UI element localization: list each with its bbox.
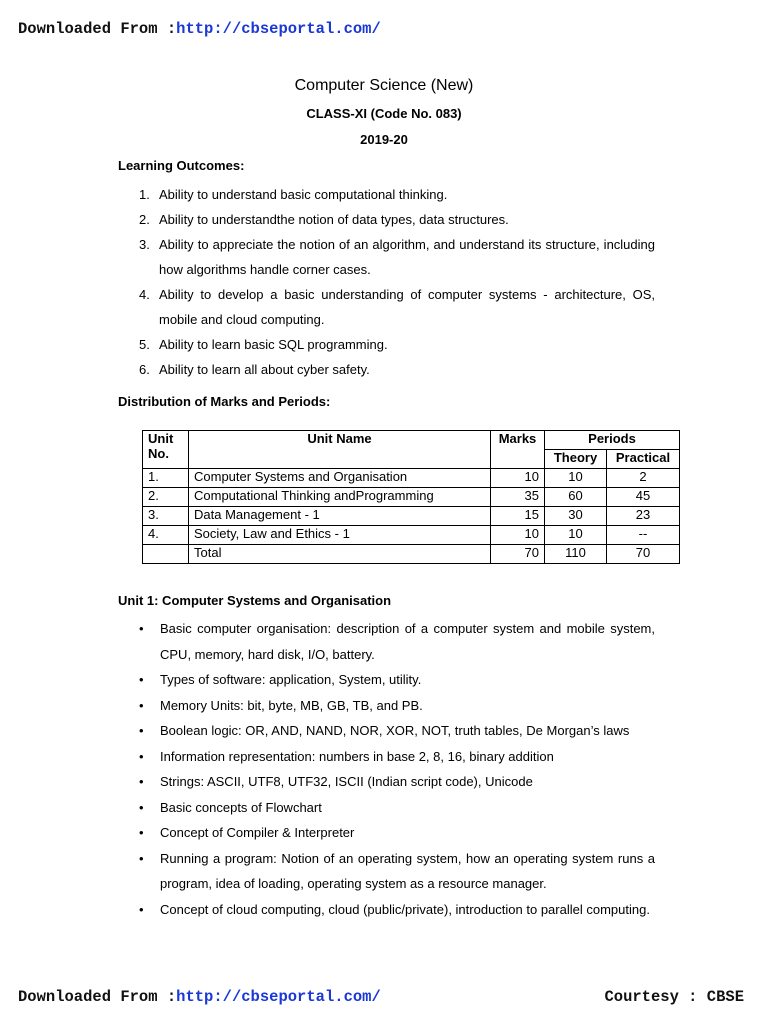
outcome-item: 1. Ability to understand basic computational thinking. — [139, 187, 448, 202]
list-item: • Concept of cloud computing, cloud (public/private), introduction to parallel computing. — [139, 901, 650, 917]
outcome-item: 2. Ability to understandthe notion of data types, data structures. — [139, 212, 509, 227]
table-row: 3. Data Management - 1 15 30 23 — [143, 507, 680, 526]
class-code: CLASS-XI (Code No. 083) — [306, 106, 462, 121]
outcome-item: 4. Ability to develop a basic understanding of computer systems - architecture, OS, mobile and cloud computing. — [139, 287, 655, 327]
download-banner-top — [18, 20, 381, 38]
list-item: • Strings: ASCII, UTF8, UTF32, ISCII (Indian script code), Unicode — [139, 774, 533, 789]
unit1-topic-list — [118, 616, 673, 922]
table-total-row: Total 70 110 70 — [143, 545, 680, 564]
cbseportal-link[interactable]: http://cbseportal.com/ — [176, 20, 381, 38]
learning-outcomes-heading: Learning Outcomes: — [118, 158, 245, 173]
table-row: 4. Society, Law and Ethics - 1 10 10 -- — [143, 526, 680, 545]
header-marks: Marks — [491, 431, 545, 469]
banner-prefix: Downloaded From : — [18, 20, 177, 38]
outcome-item: 6. Ability to learn all about cyber safety. — [139, 362, 370, 377]
header-periods: Periods — [545, 431, 680, 450]
cbseportal-link[interactable]: http://cbseportal.com/ — [176, 988, 381, 1006]
download-banner-bottom — [18, 988, 381, 1006]
list-item: • Types of software: application, System, utility. — [139, 672, 422, 687]
outcome-item: 5. Ability to learn basic SQL programming. — [139, 337, 388, 352]
learning-outcomes-list — [118, 182, 655, 382]
distribution-heading: Distribution of Marks and Periods: — [118, 394, 331, 409]
list-item: • Boolean logic: OR, AND, NAND, NOR, XOR, NOT, truth tables, De Morgan’s laws — [139, 723, 630, 738]
header-theory: Theory — [545, 450, 607, 469]
header-unit-no: Unit No. — [143, 431, 189, 469]
academic-year: 2019-20 — [360, 132, 408, 147]
marks-periods-table — [142, 430, 680, 564]
table-row: 2. Computational Thinking andProgramming 35 60 45 — [143, 488, 680, 507]
list-item: • Information representation: numbers in base 2, 8, 16, binary addition — [139, 748, 554, 764]
table-row: 1. Computer Systems and Organisation 10 10 2 — [143, 469, 680, 488]
list-item: • Basic computer organisation: description of a computer system and mobile system, CPU, memory, hard disk, I/O, battery. — [139, 621, 655, 662]
banner-prefix: Downloaded From : — [18, 988, 177, 1006]
courtesy-note: Courtesy : CBSE — [604, 988, 744, 1006]
header-unit-name: Unit Name — [189, 431, 491, 469]
document-title: Computer Science (New) — [294, 77, 474, 94]
list-item: • Memory Units: bit, byte, MB, GB, TB, and PB. — [139, 697, 423, 713]
header-practical: Practical — [607, 450, 680, 469]
list-item: • Basic concepts of Flowchart — [139, 799, 322, 815]
list-item: • Running a program: Notion of an operating system, how an operating system runs a program, idea of loading, operating system as a resource manager. — [139, 850, 655, 891]
list-item: • Concept of Compiler & Interpreter — [139, 825, 355, 840]
table-header-row — [143, 431, 680, 450]
outcome-item: 3. Ability to appreciate the notion of an algorithm, and understand its structure, including how algorithms handle corner cases. — [139, 237, 655, 277]
unit1-heading: Unit 1: Computer Systems and Organisation — [118, 593, 392, 608]
